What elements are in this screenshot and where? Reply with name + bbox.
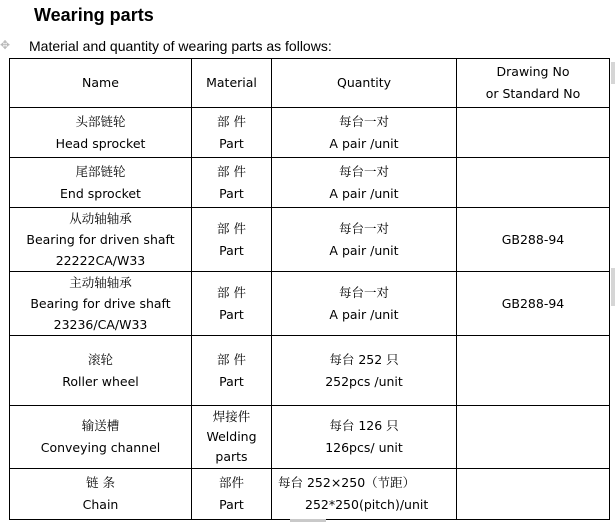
cell-quantity [272,406,457,469]
header-drawing-line2: or Standard No [485,86,581,101]
header-material: Material [192,59,272,108]
name-cn: 从动轴轴承 [69,211,132,226]
material-en: Part [219,497,244,512]
name-en: Bearing for driven shaft [26,232,175,247]
table-row [10,108,610,158]
quantity-en: 252pcs /unit [325,373,403,389]
cell-quantity [272,108,457,158]
name-code: 23236/CA/W33 [53,317,148,332]
quantity-cn: 每台一对 [338,284,389,300]
cell-quantity [272,158,457,208]
quantity-en: 252*250(pitch)/unit [305,497,429,512]
material-en: Part [219,135,244,151]
material-en: Welding [206,429,257,444]
table-row [10,406,610,469]
header-quantity: Quantity [272,59,457,108]
cell-quantity [272,336,457,406]
header-drawing [457,59,610,108]
quantity-en: A pair /unit [329,185,399,201]
cell-drawing [457,108,610,158]
cell-drawing [457,469,610,520]
quantity-cn: 每台 252×250（节距） [278,475,416,490]
cell-material [192,158,272,208]
material-cn: 部件 [218,475,244,490]
cell-quantity [272,469,457,520]
table-row [10,336,610,406]
cell-name [10,208,192,272]
cell-material [192,336,272,406]
cell-material [192,406,272,469]
cell-material [192,108,272,158]
move-handle-icon[interactable]: ✥ [0,38,11,52]
material-en: Part [219,306,244,322]
material-en: Part [219,185,244,201]
name-en: End sprocket [60,185,141,201]
material-cn: 部 件 [217,220,246,236]
table-row [10,272,610,336]
cell-name [10,469,192,520]
quantity-en: A pair /unit [329,135,399,151]
cell-quantity [272,272,457,336]
name-en: Bearing for drive shaft [30,296,171,311]
scrollbar-segment[interactable] [611,268,615,306]
name-cn: 主动轴轴承 [69,275,132,290]
table-header-row [10,59,610,108]
name-en: Chain [82,497,119,512]
name-cn: 滚轮 [87,351,113,367]
scrollbar-segment[interactable] [611,62,615,84]
cell-name [10,406,192,469]
cell-material [192,469,272,520]
cell-drawing [457,336,610,406]
quantity-cn: 每台 252 只 [329,351,399,367]
material-en: Part [219,373,244,389]
table-row [10,208,610,272]
material-en: Part [219,242,244,258]
cell-quantity [272,208,457,272]
cell-drawing [457,406,610,469]
material-cn: 焊接件 [212,409,251,424]
quantity-en: A pair /unit [329,242,399,258]
material-cn: 部 件 [217,163,246,179]
cell-drawing: GB288-94 [457,272,610,336]
material-cn: 部 件 [217,351,246,367]
cell-drawing: GB288-94 [457,208,610,272]
table-row [10,158,610,208]
name-en: Conveying channel [40,440,161,455]
name-code: 22222CA/W33 [55,253,146,268]
material-cn: 部 件 [217,113,246,129]
cell-material [192,272,272,336]
cell-name [10,158,192,208]
header-name: Name [10,59,192,108]
name-en: Roller wheel [62,373,139,389]
cell-drawing [457,158,610,208]
cell-name [10,108,192,158]
name-cn: 输送槽 [81,418,120,433]
intro-text: Material and quantity of wearing parts as follows: [29,38,332,54]
name-cn: 头部链轮 [75,113,126,129]
document-heading: Wearing parts [34,5,154,25]
quantity-en: 126pcs/ unit [325,440,403,455]
name-en: Head sprocket [55,135,146,151]
quantity-cn: 每台 126 只 [329,418,399,433]
cell-name [10,336,192,406]
quantity-cn: 每台一对 [338,113,389,129]
cell-name [10,272,192,336]
table-row [10,469,610,520]
quantity-cn: 每台一对 [338,220,389,236]
quantity-cn: 每台一对 [338,163,389,179]
header-drawing-line1: Drawing No [496,64,570,79]
material-cn: 部 件 [217,284,246,300]
cell-material [192,208,272,272]
wearing-parts-table [9,58,610,520]
name-cn: 尾部链轮 [75,163,126,179]
quantity-en: A pair /unit [329,306,399,322]
material-en-2: parts [215,449,248,464]
name-cn: 链 条 [86,475,115,490]
